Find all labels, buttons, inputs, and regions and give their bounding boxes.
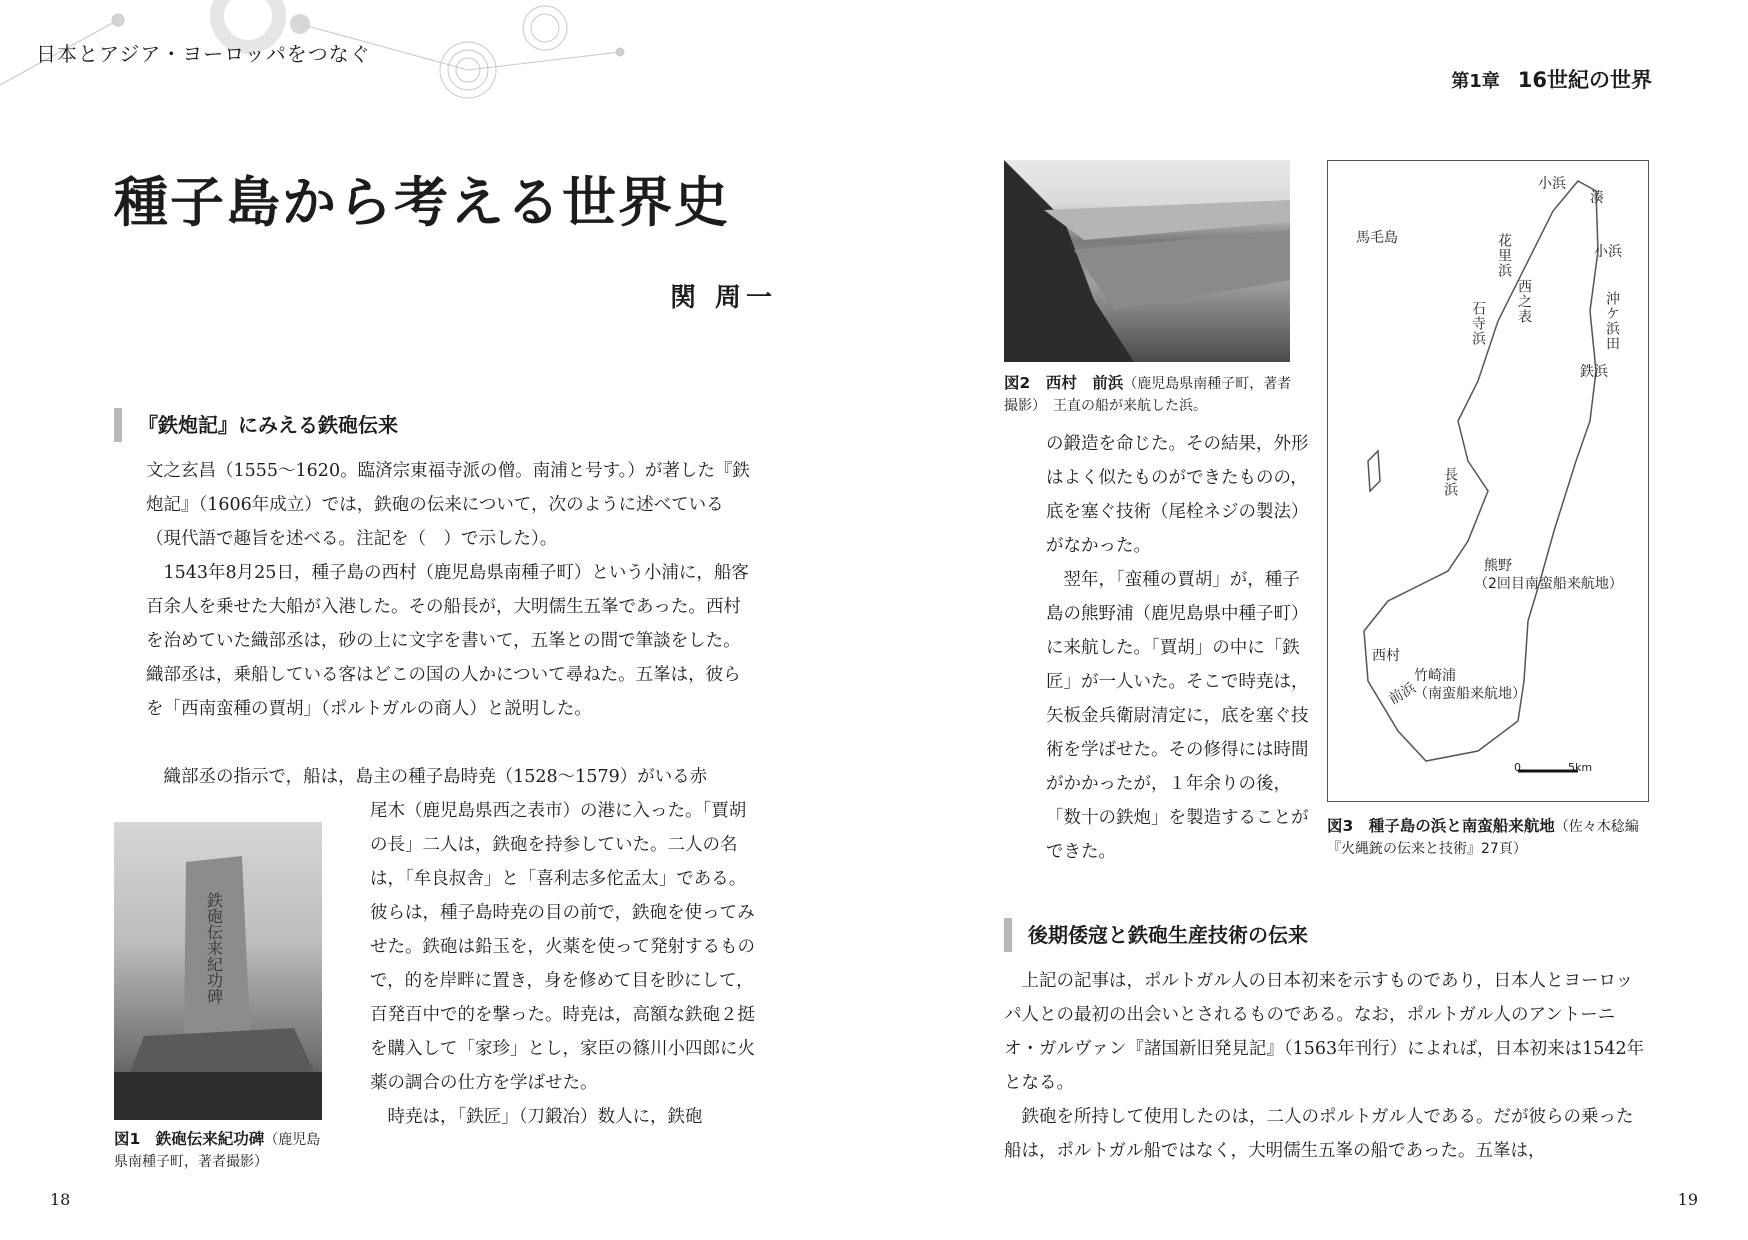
paragraph: 翌年，「蛮種の賈胡」が，種子島の熊野浦（鹿児島県中種子町）に来航した。「賈胡」の中に「鉄匠」が一人いた。そこで時尭は，矢板金兵衛尉清定に，底を塞ぐ技術を学ばせた。その修得には時間がかかったが，１年余りの後，「数十の鉄炮」を製造することができた。 [1046, 570, 1309, 862]
map-label: 湊 [1590, 190, 1604, 206]
map-label: 小浜 [1594, 244, 1622, 260]
map-label: 西之表 [1516, 279, 1532, 324]
quote-text-2a: 織部丞の指示で，船は，島主の種子島時尭（1528～1579）がいる赤 [163, 767, 708, 787]
map-label: 長浜 [1442, 467, 1458, 497]
author-name: 関 周一 [670, 283, 778, 313]
beach-photo [1004, 160, 1290, 362]
page-number-left: 18 [50, 1190, 71, 1209]
right-column-text [1046, 427, 1310, 869]
map-label: 竹崎浦 [1414, 668, 1456, 684]
page-number-right: 19 [1677, 1190, 1698, 1209]
quote-text-2b: 尾木（鹿児島県西之表市）の港に入った。「賈胡の長」二人は，鉄砲を持参していた。二人の名は，「牟良叔舎」と「喜利志多佗孟太」である。彼らは，種子島時尭の目の前で，鉄砲を使ってみせた。鉄砲は鉛玉を，火薬を使って発射するもので，的を岸畔に置き，身を修めて目を眇にして，百発百中で的を撃った。時尭は，高額な鉄砲２挺を購入して「家珍」とし，家臣の篠川小四郎に火薬の調合の仕方を学ばせた。 [370, 801, 755, 1093]
map-label: 馬毛島 [1356, 230, 1398, 246]
tanegashima-map [1327, 160, 1649, 802]
monument-photo [114, 822, 322, 1120]
map-label: 西村 [1372, 648, 1400, 664]
map-label: （南蛮船来航地） [1414, 686, 1526, 702]
article-title: 種子島から考える世界史 [114, 170, 730, 234]
figure-caption [1327, 815, 1657, 860]
figure-label: 図3 種子島の浜と南蛮船来航地 [1327, 817, 1555, 835]
scale-zero: 0 [1514, 761, 1521, 774]
paragraph: 上記の記事は，ポルトガル人の日本初来を示すものであり，日本人とヨーロッパ人との最初の出会いとされるものである。なお，ポルトガル人のアントーニオ・ガルヴァン『諸国新旧発見記』（1563年刊行）によれば，日本初来は1542年となる。 [1004, 971, 1645, 1093]
monument-illustration [114, 822, 322, 1120]
section2-text [1004, 964, 1648, 1168]
section-heading: 『鉄炮記』にみえる鉄砲伝来 [114, 408, 398, 442]
intro-text: 文之玄昌（1555～1620。臨済宗東福寺派の僧。南浦と号す。）が著した『鉄炮記』（1606年成立）では，鉄砲の伝来について，次のように述べている（現代語で趣旨を述べる。注記を（ ）で示した）。 [146, 461, 750, 549]
series-title: 日本とアジア・ヨーロッパをつなぐ [36, 42, 371, 66]
quote-paragraph [370, 794, 758, 1134]
chapter-title: 16世紀の世界 [1517, 68, 1652, 92]
map-label: 石寺浜 [1470, 301, 1486, 346]
quote-text-1: 1543年8月25日，種子島の西村（鹿児島県南種子町）という小浦に，船客百余人を乗せた大船が入港した。その船長が，大明儒生五峯であった。西村を治めていた織部丞は，砂の上に文字を書いて，五峯との間で筆談をした。織部丞は，乗船している客はどこの国の人かについて尋ねた。五峯は，彼らを「西南蛮種の賈胡」（ポルトガルの商人）と説明した。 [146, 563, 749, 719]
intro-paragraph [146, 454, 758, 556]
scale-label: 5km [1568, 761, 1593, 774]
monument-inscription: 鉄砲伝来紀功碑 [204, 892, 224, 1004]
chapter-number: 第1章 [1451, 71, 1500, 92]
map-label: 花里浜 [1496, 233, 1512, 278]
map-label: 小浜 [1538, 176, 1566, 192]
beach-illustration [1004, 160, 1290, 362]
quote-paragraph [146, 760, 758, 794]
figure-label: 図2 西村 前浜 [1004, 374, 1124, 392]
figure-note: （佐々木稔編『火縄銃の伝来と技術』27頁） [1327, 819, 1639, 857]
figure-note: （鹿児島県南種子町，著者撮影） 王直の船が来航した浜。 [1004, 376, 1292, 414]
figure-label: 図1 鉄砲伝来紀功碑 [114, 1130, 265, 1148]
figure-caption [1004, 372, 1304, 417]
paragraph: の鍛造を命じた。その結果，外形はよく似たものができたものの，底を塞ぐ技術（尾栓ネジの製法）がなかった。 [1046, 434, 1309, 556]
figure-caption [114, 1128, 324, 1173]
chapter-heading [1451, 64, 1652, 94]
figure-note: （鹿児島県南種子町，著者撮影） [114, 1132, 321, 1170]
quote-text-3: 時尭は，「鉄匠」（刀鍛冶）数人に，鉄砲 [387, 1107, 703, 1127]
map-label: （2回目南蛮船来航地） [1474, 576, 1623, 592]
map-label: 前浜 [1386, 679, 1419, 708]
paragraph: 鉄砲を所持して使用したのは，二人のポルトガル人である。だが彼らの乗った船は，ポルトガル船ではなく，大明儒生五峯の船であった。五峯は， [1004, 1107, 1634, 1161]
quote-paragraph [146, 556, 758, 726]
map-label: 熊野 [1484, 558, 1512, 574]
map-label: 沖ケ浜田 [1604, 291, 1620, 351]
section-heading: 後期倭寇と鉄砲生産技術の伝来 [1004, 918, 1308, 952]
map-label: 鉄浜 [1580, 364, 1608, 380]
